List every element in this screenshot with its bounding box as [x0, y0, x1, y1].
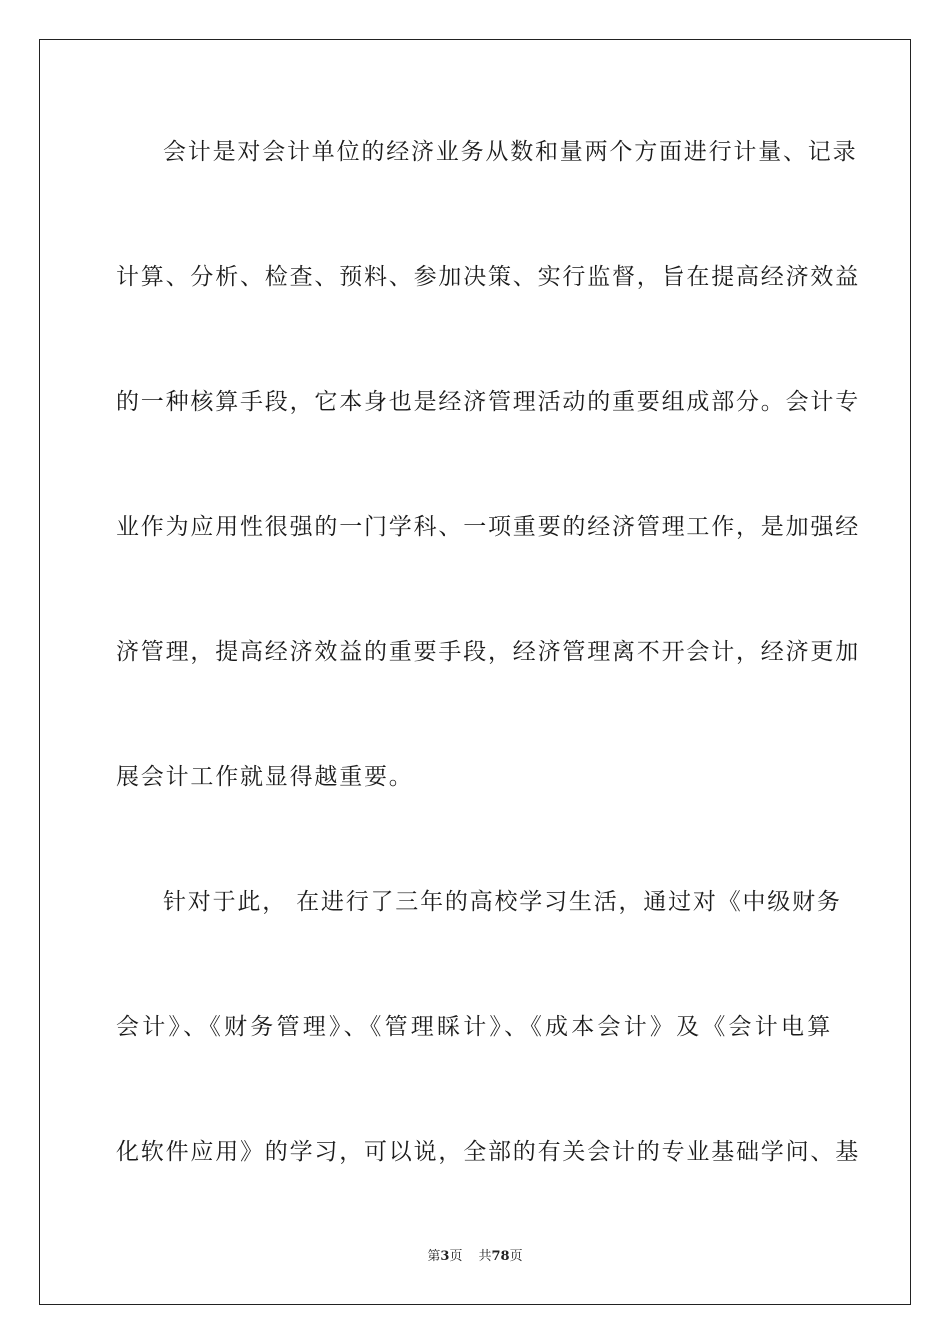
footer-page-number: 3 — [440, 1249, 450, 1264]
footer-page-suffix: 页 — [449, 1249, 463, 1264]
paragraph-2-line-2: 会计》、《财务管理》、《管理睬计》、《成本会计》及《会计电算 — [116, 1014, 832, 1040]
footer-total-suffix: 页 — [509, 1249, 523, 1264]
paragraph-1-line-5: 济管理，提高经济效益的重要手段，经济管理离不开会计，经济更加 — [116, 639, 860, 665]
page-footer — [0, 1248, 950, 1266]
footer-total-prefix: 共 — [478, 1249, 492, 1264]
footer-total-pages: 78 — [491, 1249, 510, 1264]
paragraph-1-line-2: 计算、分析、检查、预料、参加决策、实行监督，旨在提高经济效益 — [116, 264, 860, 290]
footer-page-prefix: 第 — [427, 1249, 441, 1264]
paragraph-1-line-1: 会计是对会计单位的经济业务从数和量两个方面进行计量、记录 — [163, 139, 858, 165]
paragraph-2-line-3: 化软件应用》的学习，可以说，全部的有关会计的专业基础学问、基 — [116, 1139, 860, 1165]
paragraph-1-line-3: 的一种核算手段，它本身也是经济管理活动的重要组成部分。会计专 — [116, 389, 860, 415]
page-frame — [39, 39, 911, 1305]
paragraph-1-line-6: 展会计工作就显得越重要。 — [116, 764, 414, 790]
paragraph-2-line-1: 针对于此， 在进行了三年的高校学习生活，通过对《中级财务 — [163, 889, 842, 915]
paragraph-1-line-4: 业作为应用性很强的一门学科、一项重要的经济管理工作，是加强经 — [116, 514, 860, 540]
